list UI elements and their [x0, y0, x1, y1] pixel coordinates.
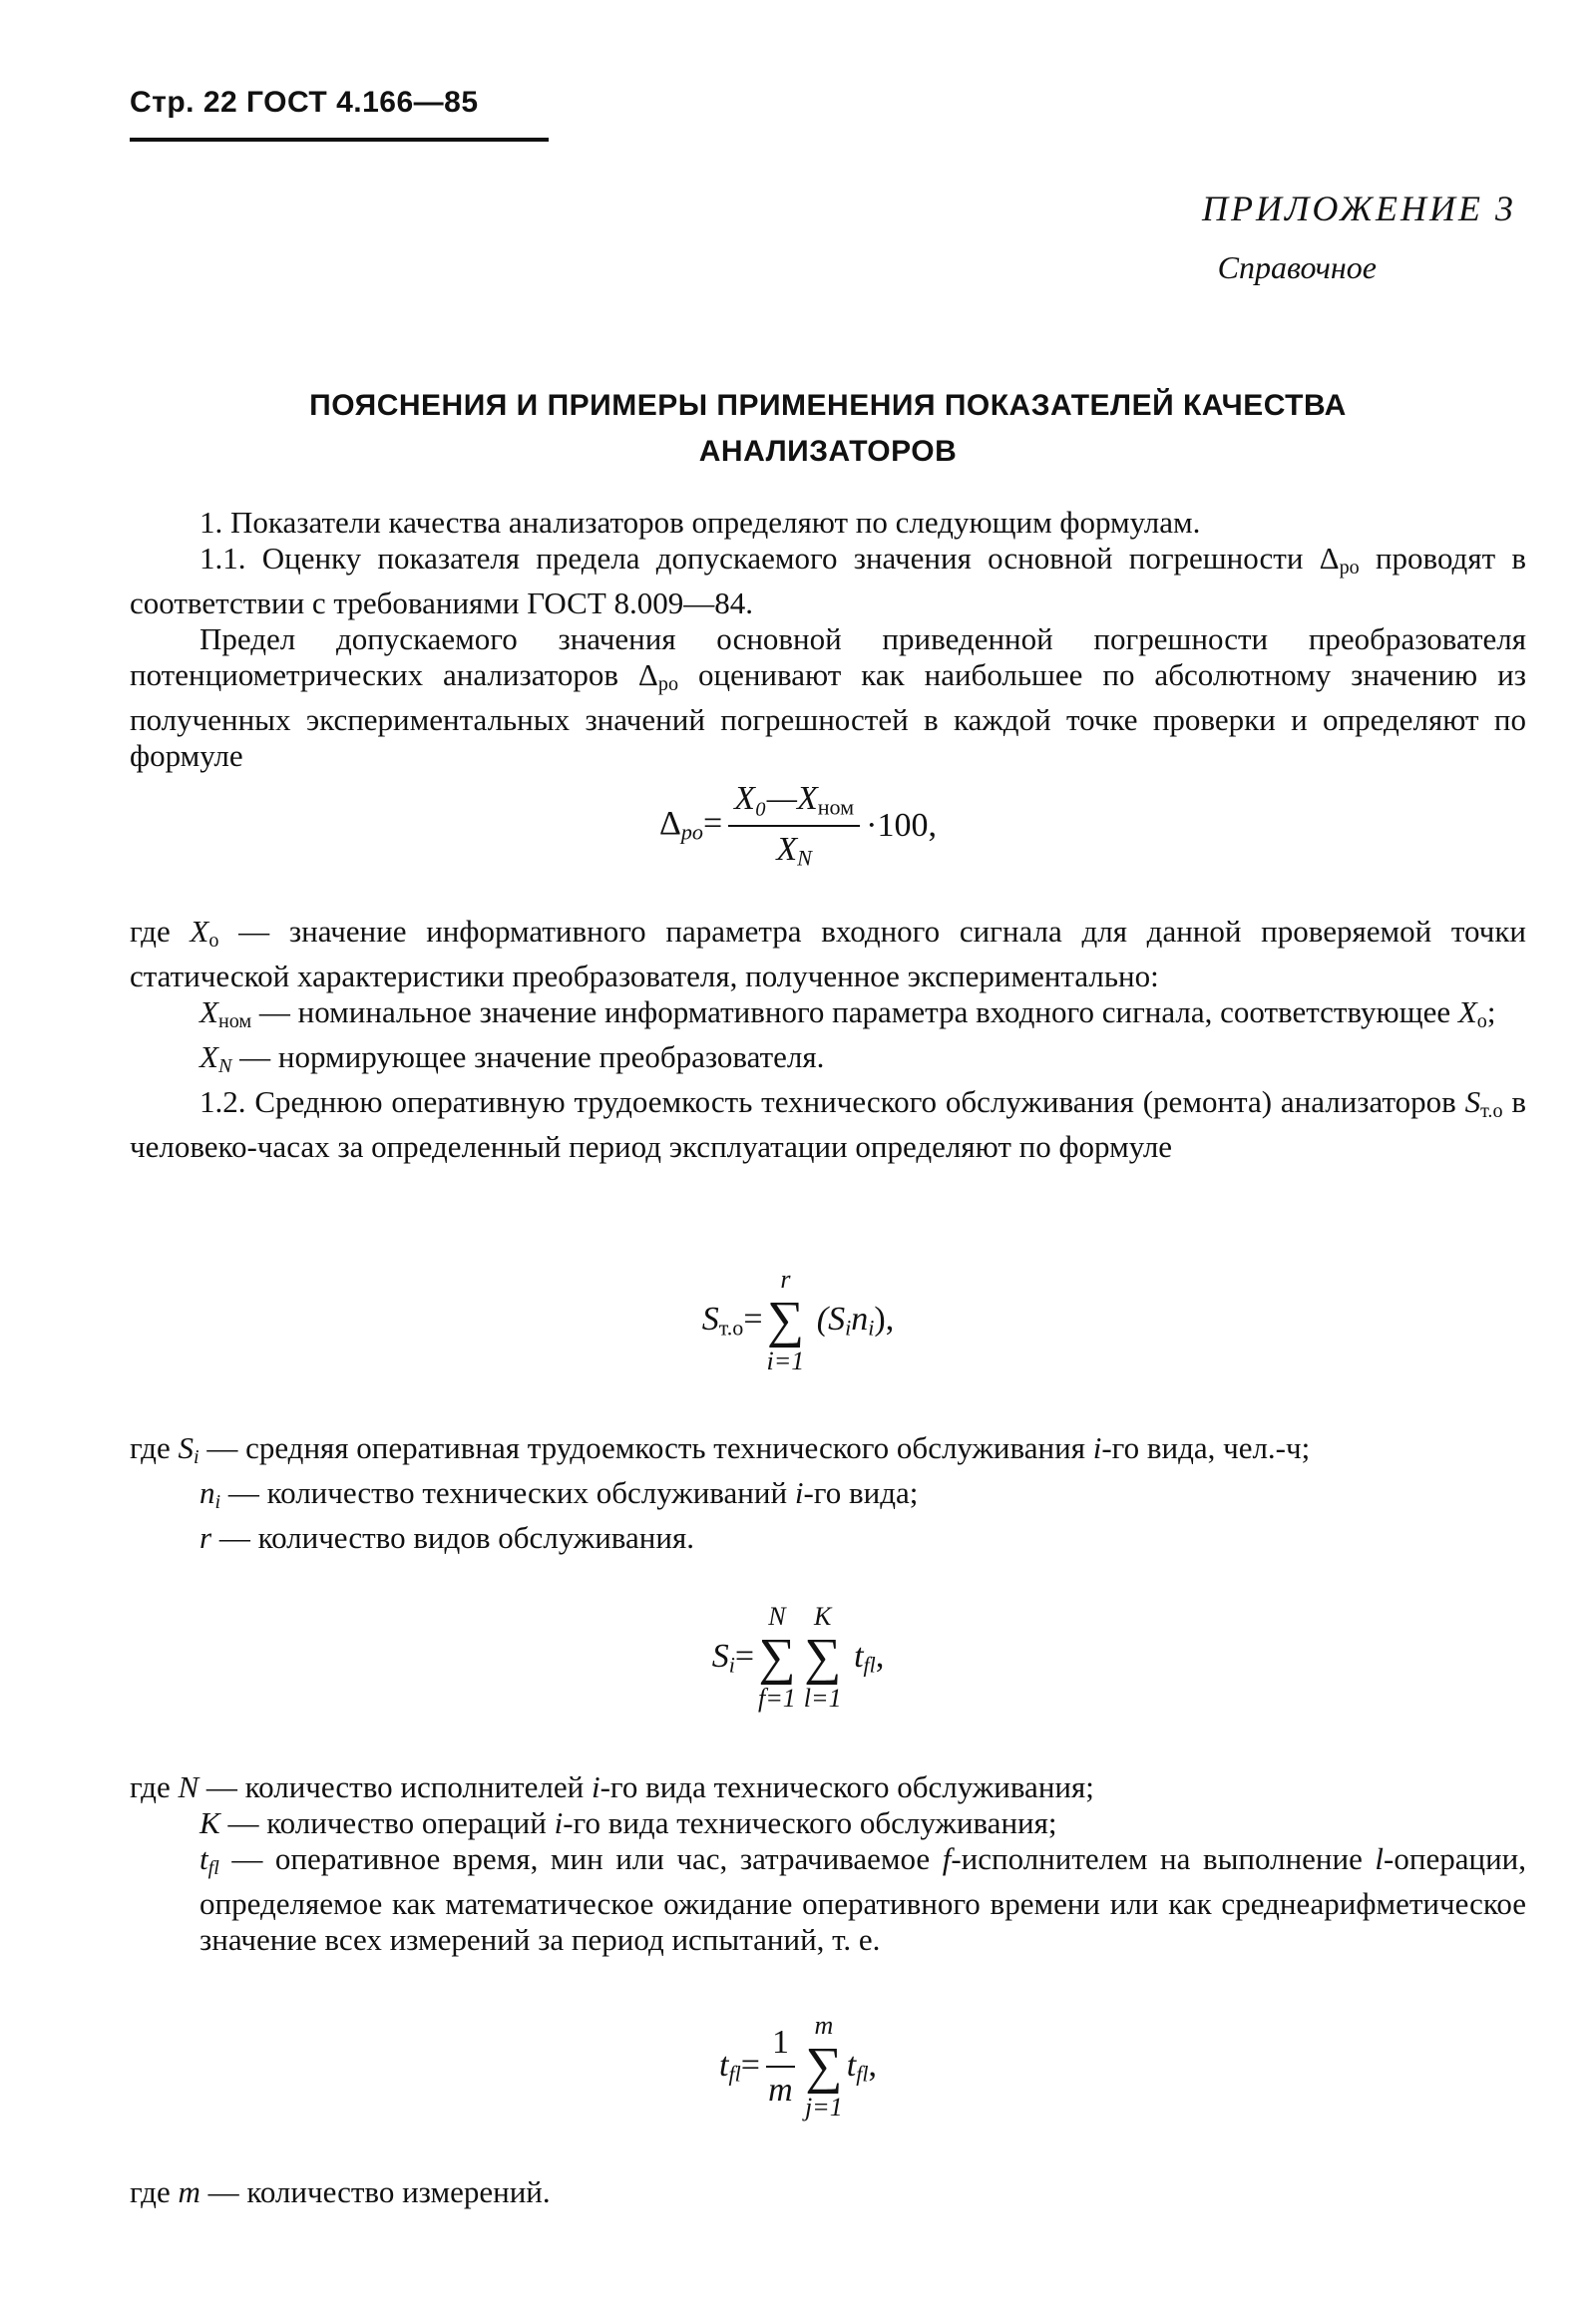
formula-lhs: [702, 1301, 763, 1342]
formula-tail: ·100,: [866, 806, 937, 844]
text-run: — средняя оперативная трудоемкость технического обслуживания: [199, 1430, 1093, 1465]
text-run: проводят в соответствии с требованиями ГОСТ 8.009—84.: [130, 541, 1526, 621]
text-run: — количество операций: [219, 1805, 555, 1840]
appendix-label: ПРИЛОЖЕНИЕ 3: [1202, 189, 1516, 228]
numerator-text: X₀—X: [734, 780, 818, 817]
subscript: о: [208, 930, 219, 953]
denominator-text: X: [776, 830, 798, 868]
subscript: ро: [680, 819, 703, 845]
text-run: оценивают как наибольшее по абсолютному значению из полученных экспериментальных значений погрешностей в каждой точке проверки и определяют по формуле: [130, 657, 1526, 774]
variable: X: [1457, 994, 1477, 1030]
text-run: -го вида;: [803, 1475, 919, 1511]
text-run: -го вида технического обслуживания;: [563, 1805, 1057, 1840]
sigma-icon: ∑: [805, 2038, 843, 2095]
term: t: [854, 1637, 864, 1675]
fraction-numerator: [728, 780, 860, 827]
variable: m: [178, 2174, 200, 2209]
text-block-2: [130, 914, 1526, 1165]
symbol: S: [711, 1637, 729, 1675]
subscript: fl: [856, 2061, 869, 2087]
text-run: 1.2. Среднюю оперативную трудоемкость технического обслуживания (ремонта) анализаторов: [200, 1084, 1465, 1120]
text-run: где: [130, 914, 191, 949]
text-run: Предел допускаемого значения основной приведенной погрешности преобразователя потенциометрических анализаторов Δ: [130, 621, 1526, 693]
paragraph-1-1: [130, 541, 1526, 621]
where-r: [130, 1520, 1526, 1556]
sum-operator-outer: [758, 1602, 796, 1714]
paragraph-1-2: [130, 1084, 1526, 1165]
term-end: ),: [874, 1300, 895, 1338]
term-end: ,: [868, 2046, 877, 2084]
sum-lower: l=1: [803, 1684, 842, 1713]
subscript: т.о: [718, 1315, 744, 1341]
subscript: ро: [657, 673, 679, 696]
subscript: о: [1476, 1010, 1487, 1033]
sum-operator-inner: [804, 1602, 842, 1714]
subscript: ном: [817, 794, 855, 820]
text-run: -го вида технического обслуживания;: [599, 1769, 1094, 1804]
symbol: S: [701, 1300, 719, 1338]
text-run: где: [130, 1769, 179, 1804]
sum-operator: [805, 2011, 843, 2123]
formula-si: [0, 1602, 1596, 1714]
subscript: i: [728, 1652, 735, 1678]
fraction: [728, 780, 860, 871]
variable: i: [794, 1475, 804, 1511]
text-run: — количество видов обслуживания.: [211, 1520, 694, 1556]
text-run: 1.1. Оценку показателя предела допускаемого значения основной погрешности Δ: [200, 541, 1340, 576]
equals: =: [743, 1300, 763, 1338]
formula-lhs: [712, 1638, 754, 1679]
variable: n: [200, 1475, 215, 1511]
fraction-denominator: [768, 2068, 793, 2110]
text-block-5: [130, 2174, 1526, 2210]
subscript: i: [193, 1446, 200, 1469]
formula-labor: [0, 1265, 1596, 1376]
sum-upper: N: [768, 1602, 786, 1631]
subscript: ном: [217, 1010, 252, 1033]
where-n: [130, 1769, 1526, 1805]
formula-tfl: [0, 2011, 1596, 2123]
term: t: [846, 2046, 857, 2084]
header-rule: [130, 138, 549, 142]
denominator-text: m: [768, 2072, 793, 2109]
fraction-numerator: 1: [766, 2024, 795, 2068]
variable: X: [200, 1039, 218, 1075]
sum-lower: i=1: [766, 1347, 805, 1375]
formula-lhs: $\Delta_{ро}=$: [658, 805, 723, 845]
sum-body: [808, 1301, 894, 1342]
subscript: i: [214, 1491, 221, 1514]
formula-error: [0, 780, 1596, 871]
where-k: [130, 1805, 1526, 1841]
paragraph-1: 1. Показатели качества анализаторов определяют по следующим формулам.: [200, 505, 1201, 540]
variable: S: [178, 1430, 194, 1465]
appendix-block: [1202, 188, 1516, 286]
term-end: ,: [875, 1637, 885, 1675]
subscript: N: [217, 1055, 232, 1078]
variable: i: [591, 1769, 600, 1804]
variable: t: [200, 1841, 208, 1876]
section-title-line2: АНАЛИЗАТОРОВ: [698, 435, 958, 468]
sum-body: [846, 1638, 885, 1679]
variable: S: [1464, 1084, 1481, 1120]
appendix-type: Справочное: [1217, 249, 1377, 285]
sigma-icon: ∑: [758, 1629, 796, 1686]
subscript: fl: [207, 1857, 219, 1880]
text-run: ;: [1486, 994, 1496, 1030]
sum-upper: m: [814, 2011, 834, 2040]
variable: i: [1092, 1430, 1102, 1465]
section-title: [130, 383, 1526, 475]
subscript: i: [868, 1315, 875, 1341]
symbol: t: [719, 2046, 729, 2084]
section-title-line1: ПОЯСНЕНИЯ И ПРИМЕРЫ ПРИМЕНЕНИЯ ПОКАЗАТЕЛЕЙ КАЧЕСТВА: [309, 389, 1347, 422]
term: n: [851, 1300, 869, 1338]
subscript: fl: [863, 1652, 876, 1678]
text-run: — количество технических обслуживаний: [220, 1475, 795, 1511]
variable: r: [200, 1520, 212, 1556]
fraction-denominator: [776, 827, 812, 872]
variable: f: [942, 1841, 952, 1876]
where-xn: [130, 1039, 1526, 1084]
text-run: где: [130, 2174, 179, 2209]
subscript: N: [797, 845, 812, 871]
variable: l: [1375, 1841, 1385, 1876]
where-si: [130, 1430, 1526, 1475]
subscript: i: [845, 1315, 852, 1341]
variable: X: [190, 914, 209, 949]
text-block-3: [130, 1430, 1526, 1556]
text-run: — оперативное время, мин или час, затрачиваемое: [218, 1841, 943, 1876]
text-run: — номинальное значение информативного параметра входного сигнала, соответствующее: [251, 994, 1458, 1030]
term: (S: [816, 1300, 846, 1338]
subscript: fl: [728, 2061, 741, 2087]
variable: K: [200, 1805, 220, 1840]
sum-lower: j=1: [804, 2093, 843, 2122]
sum-upper: r: [780, 1265, 791, 1294]
text-run: -го вида, чел.-ч;: [1101, 1430, 1311, 1465]
symbol: Δ: [658, 805, 681, 843]
sigma-icon: ∑: [766, 1292, 804, 1349]
page-header: Стр. 22 ГОСТ 4.166—85: [130, 86, 479, 119]
text-run: — значение информативного параметра входного сигнала для данной проверяемой точки статической характеристики преобразователя, полученное экспериментально:: [130, 914, 1526, 994]
sum-lower: f=1: [758, 1684, 796, 1713]
text-run: -исполнителем на выполнение: [951, 1841, 1376, 1876]
text-run: — количество измерений.: [200, 2174, 551, 2209]
where-xnom: [130, 994, 1526, 1039]
text-block-1: [130, 505, 1526, 774]
formula-lhs: [719, 2047, 760, 2088]
text-run: — количество исполнителей: [199, 1769, 592, 1804]
variable: i: [554, 1805, 564, 1840]
variable: X: [200, 994, 218, 1030]
where-m: [130, 2174, 1526, 2210]
sum-upper: K: [814, 1602, 832, 1631]
subscript: ро: [1339, 557, 1360, 580]
where-tfl: [130, 1841, 1526, 1958]
text-run: — нормирующее значение преобразователя.: [231, 1039, 825, 1075]
where-ni: [130, 1475, 1526, 1520]
text-run: где: [130, 1430, 179, 1465]
text-run: в человеко-часах за определенный период эксплуатации определяют по формуле: [130, 1084, 1527, 1165]
fraction: [766, 2024, 795, 2110]
subscript: т.о: [1480, 1100, 1503, 1123]
where-x0: [130, 914, 1526, 994]
equals: =: [734, 1637, 755, 1675]
text-block-4: [130, 1769, 1526, 1958]
sum-operator: [767, 1265, 805, 1376]
paragraph-limit: [130, 621, 1526, 774]
variable: N: [178, 1769, 200, 1804]
sigma-icon: ∑: [804, 1629, 842, 1686]
sum-body: [847, 2047, 877, 2088]
text-run: -операции, определяемое как математическое ожидание оперативного времени или как среднеарифметическое значение всех измерений за период испытаний, т. е.: [200, 1841, 1526, 1958]
equals: =: [740, 2046, 760, 2084]
